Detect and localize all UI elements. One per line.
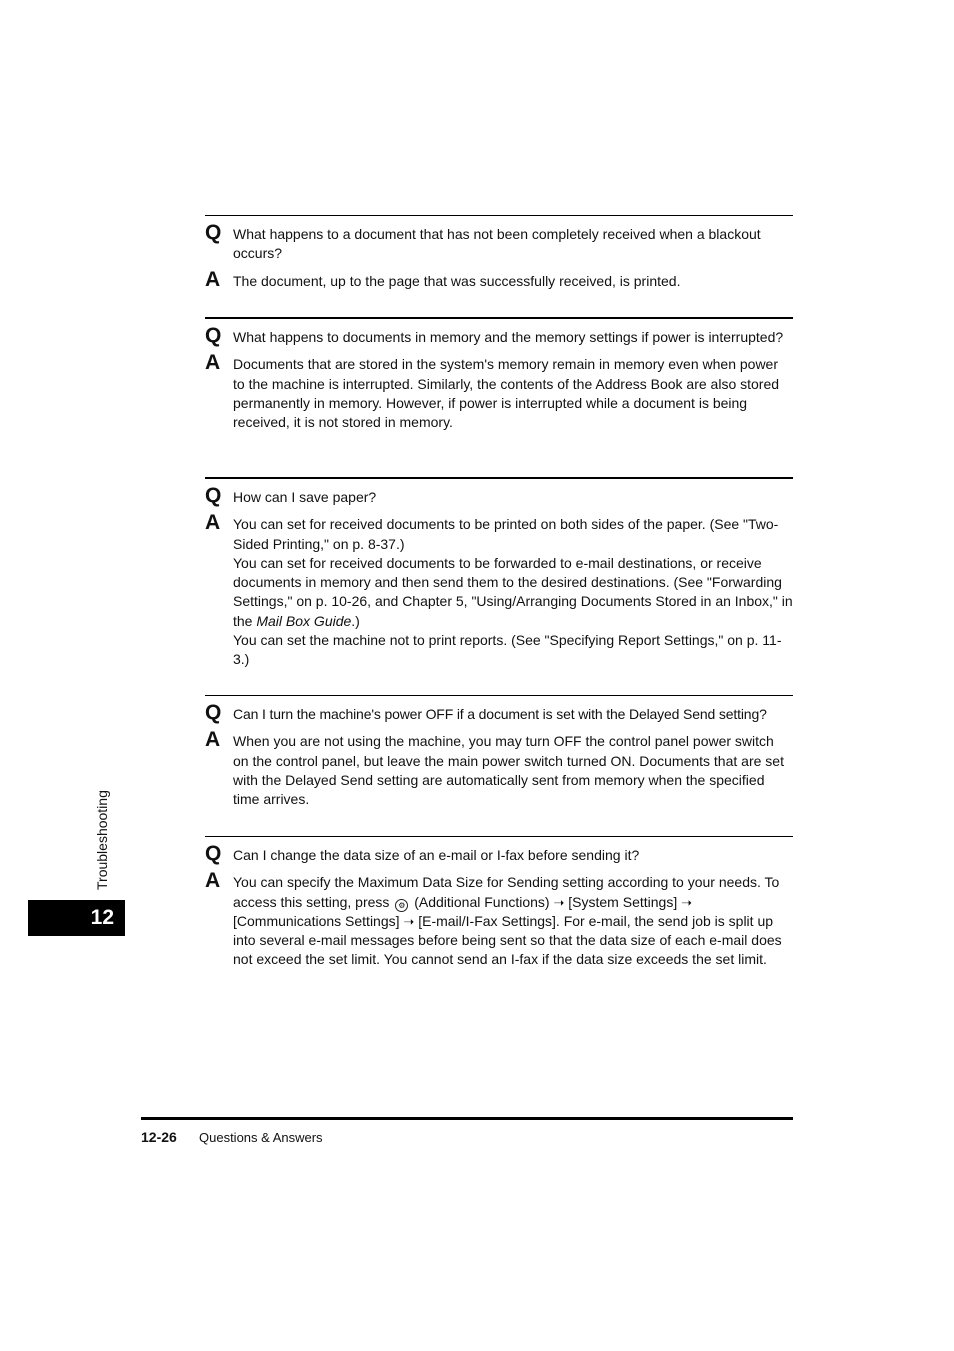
answer <box>205 351 793 432</box>
question <box>205 324 793 347</box>
answer-text: You can set for received documents to be forwarded to e-mail destinations, or receive documents in memory and then send them to the desired destinations. (See "Forwarding Settings," on p. 10-26, and Chapter 5, "Using/Arranging Documents Stored in an Inbox," in the <box>233 554 793 629</box>
answer-mark: A <box>205 869 221 893</box>
question-text: What happens to documents in memory and the memory settings if power is interrupted? <box>233 329 784 345</box>
qa-item <box>205 836 793 970</box>
qa-item <box>205 215 793 291</box>
question-mark: Q <box>205 221 222 244</box>
qa-item <box>205 695 793 809</box>
question-mark: Q <box>205 324 222 347</box>
qa-item <box>205 317 793 432</box>
question-text: How can I save paper? <box>233 489 377 505</box>
answer-mark: A <box>205 728 221 752</box>
question-text: What happens to a document that has not been completely received when a blackout occurs? <box>233 226 761 262</box>
answer-text: [System Settings] <box>568 893 678 910</box>
answer-mark: A <box>205 351 221 375</box>
question-mark: Q <box>205 701 222 724</box>
footer-section-title: Questions & Answers <box>199 1130 323 1145</box>
arrow-right-icon: ➝ <box>681 894 693 910</box>
question <box>205 842 793 865</box>
answer-text: The document, up to the page that was successfully received, is printed. <box>233 272 681 289</box>
chapter-tab <box>28 900 125 936</box>
answer-text: (Additional Functions) <box>414 893 550 910</box>
answer <box>205 869 793 969</box>
answer-mark: A <box>205 267 221 291</box>
qa-item <box>205 477 793 670</box>
answer <box>205 728 793 809</box>
answer-text: .) <box>351 612 360 629</box>
question-text: Can I change the data size of an e-mail or I-fax before sending it? <box>233 847 640 863</box>
answer-paragraph: You can set the machine not to print reports. (See "Specifying Report Settings," on p. 11-3.) <box>233 632 782 668</box>
answer-paragraph: You can set for received documents to be printed on both sides of the paper. (See "Two-Sided Printing," on p. 8-37.) <box>233 516 779 552</box>
question-mark: Q <box>205 484 222 507</box>
answer-text: When you are not using the machine, you may turn OFF the control panel power switch on the control panel, but leave the main power switch turned ON. Documents that are set with the Delayed Send setting are automatically sent from memory when the specified time arrives. <box>233 733 784 808</box>
answer-text: You can specify the Maximum Data Size for Sending setting according to your needs. To access this setting, press <box>233 874 780 910</box>
answer-text: [Communications Settings] <box>233 912 400 929</box>
answer-text: [E-mail/I-Fax Settings]. For e-mail, the send job is split up into several e-mail messages before being sent so that the data size of each e-mail does not exceed the set limit. You cannot send an I-fax if the data size exceeds the set limit. <box>233 912 782 968</box>
answer <box>205 511 793 669</box>
footer-divider <box>141 1117 793 1120</box>
answer-text: Documents that are stored in the system's memory remain in memory even when power to the machine is interrupted. Similarly, the contents of the Address Book are also stored permanently in memory. However, if power is interrupted while a document is being received, it is not stored in memory. <box>233 356 780 431</box>
question-mark: Q <box>205 842 222 865</box>
additional-functions-icon: ⚙ <box>395 899 408 912</box>
answer-mark: A <box>205 511 221 535</box>
question <box>205 701 793 724</box>
question-text: Can I turn the machine's power OFF if a document is set with the Delayed Send setting? <box>233 706 767 722</box>
question <box>205 221 793 264</box>
arrow-right-icon: ➝ <box>403 913 415 929</box>
guide-title: Mail Box Guide <box>256 612 352 629</box>
question <box>205 484 793 507</box>
answer-paragraph <box>233 554 793 631</box>
page-number: 12-26 <box>141 1129 177 1145</box>
section-side-label: Troubleshooting <box>94 790 110 890</box>
arrow-right-icon: ➝ <box>553 894 565 910</box>
chapter-number: 12 <box>90 906 114 929</box>
answer <box>205 267 793 291</box>
